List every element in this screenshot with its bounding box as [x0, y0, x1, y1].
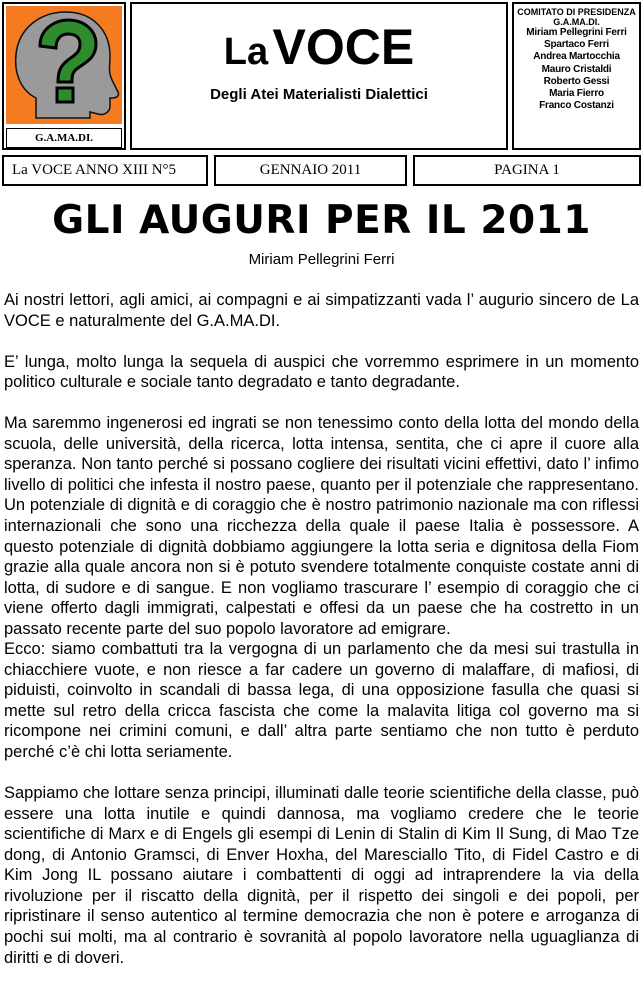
committee-member: Mauro Cristaldi [541, 63, 612, 75]
committee-box [512, 2, 641, 150]
article-paragraph: Ma saremmo ingenerosi ed ingrati se non tenessimo conto della lotta del mondo della scuola, delle università, della ricerca, lotta intensa, sentita, che ci apre il cuore alla speranza. Non tanto perché si possano cogliere dei risultati vicini effettivi, dato l’ infimo livello di politici che infesta il nostro paese, quanto per il potenziale che rappresentano. Un potenziale di dignità e di coraggio che è nostro patrimonio nazionale ma con riflessi internazionali che sono una ricchezza della quale il paese Italia è possessore. A questo potenziale di dignità dobbiamo aggiungere la lotta seria e dignitosa della Fiom grazie alla quale ancora non si è potuto svendere totalmente conquiste costate anni di lotta, di sudore e di sangue. E non vogliamo trascurare l’ esempio di coraggio che ci viene offerto dagli immigrati, calpestati e offesi da un paese che ha costretto in un passato recente parte del suo popolo lavoratore ad emigrare. Ecco: siamo combattuti tra la vergogna di un parlamento che da mesi sui trastulla in chiacchiere vuote, e non riesce a far cadere un governo di malaffare, di mafiosi, di piduisti, coinvolto in scandali di bassa lega, di una opposizione fasulla che quasi si mette sul retro della cricca fascista che come la malavita litiga col governo ma si ricompone nei crimini comuni, e dall’ altra parte sentiamo che non tutto è perduto perché c’è chi lotta seriamente. [4, 414, 639, 762]
article-paragraph: Ai nostri lettori, agli amici, ai compagni e ai simpatizzanti vada l’ augurio sincero de La VOCE e naturalmente del G.A.MA.DI. [4, 291, 639, 330]
article-author: Miriam Pellegrini Ferri [248, 251, 395, 268]
committee-member: Spartaco Ferri [543, 39, 609, 51]
issue-number: La VOCE ANNO XIII N°5 [2, 155, 208, 186]
logo-box [2, 2, 126, 150]
logo-head-question-icon [6, 6, 122, 124]
masthead-title-box [130, 2, 508, 150]
logo-label: G.A.MA.DI. [6, 128, 122, 148]
article-paragraph: E’ lunga, molto lunga la sequela di auspici che vorremmo esprimere in un momento politico culturale e sociale tanto degradato e tanto degradante. [4, 352, 639, 392]
article-paragraph: Sappiamo che lottare senza principi, illuminati dalle teorie scientifiche della classe, può essere una lotta inutile e quindi dannosa, ma vogliamo credere che le teorie scientifiche di Marx e di Engels gli esempi di Lenin di Stalin di Kim Il Sung, di Mao Tze dong, di Antonio Gramsci, di Enver Hoxha, del Maresciallo Tito, di Fidel Castro e di Kim Jong IL possano aiutare i combattenti di oggi ad intraprendere la via della rivoluzione per il riscatto della dignità, per il rispetto dei singoli e dei popoli, per ripristinare il senso autentico al termine democrazia che non è potere e arroganza di pochi sui molti, ma al contrario è sovranità al popolo lavoratore nella uguaglianza di diritti e di doveri. [4, 784, 639, 967]
masthead-title [132, 18, 506, 76]
committee-member: Roberto Gessi [543, 75, 610, 87]
masthead-title-voce: VOCE [272, 19, 415, 75]
issue-date: GENNAIO 2011 [214, 155, 407, 186]
committee-heading: COMITATO DI PRESIDENZA G.A.MA.DI. [517, 7, 636, 27]
committee-member: Andrea Martocchia [533, 51, 620, 63]
page-number: PAGINA 1 [413, 155, 641, 186]
committee-member: Maria Fierro [549, 88, 604, 100]
article-headline: GLI AUGURI PER IL 2011 [52, 198, 591, 243]
masthead-title-la: La [223, 31, 269, 73]
masthead-subtitle: Degli Atei Materialisti Dialettici [210, 86, 428, 103]
article-body [4, 290, 639, 989]
committee-member: Miriam Pellegrini Ferri [526, 27, 627, 38]
committee-member: Franco Costanzi [539, 100, 614, 112]
